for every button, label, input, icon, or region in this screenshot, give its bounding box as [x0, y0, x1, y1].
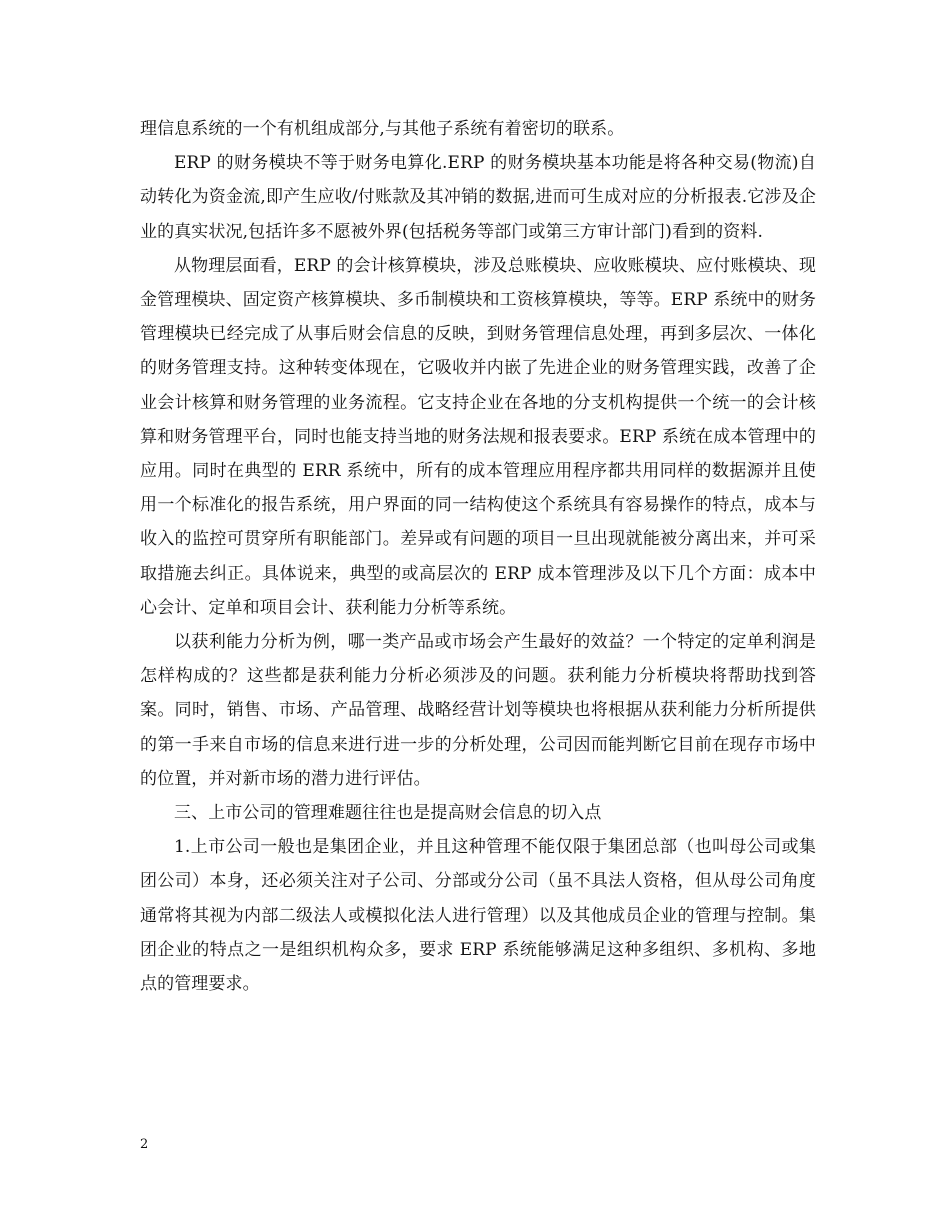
paragraph-accounting-modules: 从物理层面看，ERP 的会计核算模块，涉及总账模块、应收账模块、应付账模块、现金管理模块、固定资产核算模块、多币制模块和工资核算模块，等等。ERP 系统中的财务管理模块已经完成了从事后财会信息的反映，到财务管理信息处理，再到多层次、一体化的财务管理支持。这种转变体现在，它吸收并内嵌了先进企业的财务管理实践，改善了企业会计核算和财务管理的业务流程。它支持企业在各地的分支机构提供一个统一的会计核算和财务管理平台，同时也能支持当地的财务法规和报表要求。ERP 系统在成本管理中的应用。同时在典型的 ERR 系统中，所有的成本管理应用程序都共用同样的数据源并且使用一个标准化的报告系统，用户界面的同一结构使这个系统具有容易操作的特点，成本与收入的监控可贯穿所有职能部门。差异或有问题的项目一旦出现就能被分离出来，并可采取措施去纠正。具体说来，典型的或高层次的 ERP 成本管理涉及以下几个方面：成本中心会计、定单和项目会计、获利能力分析等系统。	[140, 255, 816, 618]
paragraph-erp-finance-module: ERP 的财务模块不等于财务电算化.ERP 的财务模块基本功能是将各种交易(物流)自动转化为资金流,即产生应收/付账款及其冲销的数据,进而可生成对应的分析报表.它涉及企业的真实状况,包括许多不愿被外界(包括税务等部门或第三方审计部门)看到的资料.	[140, 153, 816, 242]
paragraph-listed-company-management: 1.上市公司一般也是集团企业，并且这种管理不能仅限于集团总部（也叫母公司或集团公司）本身，还必须关注对子公司、分部或分公司（虽不具法人资格，但从母公司角度通常将其视为内部二级法人或模拟化法人进行管理）以及其他成员企业的管理与控制。集团企业的特点之一是组织机构众多，要求 ERP 系统能够满足这种多组织、多机构、多地点的管理要求。	[140, 837, 816, 995]
paragraph-continuation: 理信息系统的一个有机组成部分,与其他子系统有着密切的联系。	[140, 119, 625, 139]
section-heading: 三、上市公司的管理难题往往也是提高财会信息的切入点	[174, 803, 602, 824]
paragraph-profitability-analysis: 以获利能力分析为例，哪一类产品或市场会产生最好的效益？一个特定的定单利润是怎样构成的？这些都是获利能力分析必须涉及的问题。获利能力分析模块将帮助找到答案。同时，销售、市场、产品管理、战略经营计划等模块也将根据从获利能力分析所提供的第一手来自市场的信息来进行进一步的分析处理，公司因而能判断它目前在现存市场中的位置，并对新市场的潜力进行评估。	[140, 632, 816, 789]
page-number: 2	[140, 1137, 149, 1152]
body-text	[140, 112, 816, 1001]
